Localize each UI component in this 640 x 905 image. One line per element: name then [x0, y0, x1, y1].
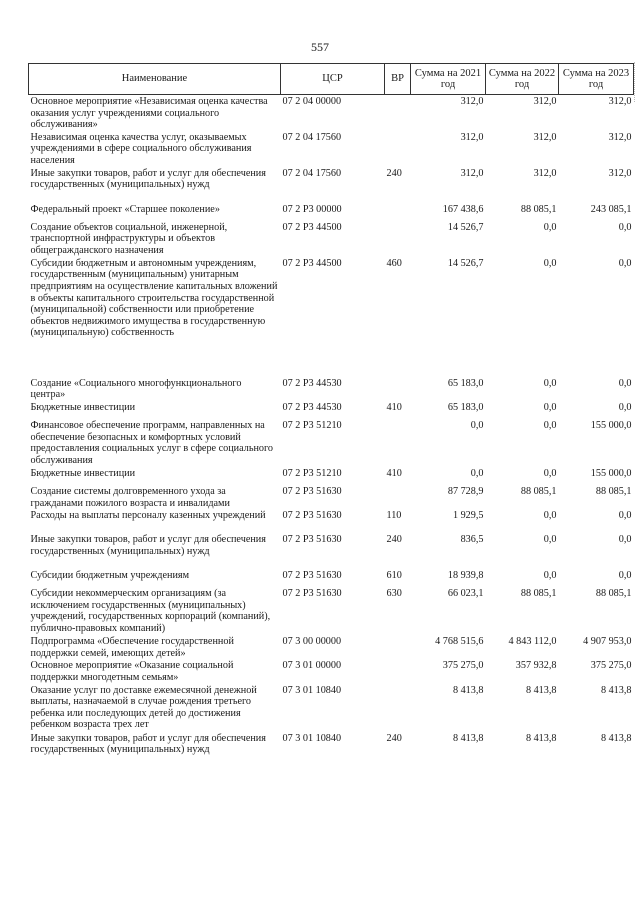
table-row [29, 257, 634, 377]
cell-csr: 07 2 P3 51630 [282, 485, 342, 497]
cell-name: Создание системы долговременного ухода за гражданами пожилого возраста и инвалидами [30, 485, 230, 509]
cell-sum-2023: 312,0 [608, 131, 632, 143]
cell-sum-2022: 88 085,1 [520, 588, 557, 600]
header-vr: ВР [385, 64, 411, 95]
cell-sum-2021: 375 275,0 [442, 660, 484, 672]
table-row [29, 635, 634, 659]
table-row [29, 659, 634, 683]
cell-sum-2021: 66 023,1 [447, 588, 484, 600]
cell-sum-2022: 0,0 [543, 570, 557, 582]
cell-sum-2022: 8 413,8 [525, 732, 557, 744]
cell-sum-2023: 4 907 953,0 [583, 636, 632, 648]
cell-csr: 07 2 P3 44500 [282, 257, 342, 269]
header-csr: ЦСР [281, 64, 385, 95]
cell-sum-2023: 88 085,1 [595, 588, 632, 600]
cell-sum-2021: 312,0 [460, 167, 484, 179]
cell-name: Федеральный проект «Старшее поколение» [30, 203, 220, 215]
cell-name: Финансовое обеспечение программ, направленных на обеспечение безопасных и комфортных условий предоставления социальных услуг в сфере социального обслуживания [30, 419, 274, 466]
table-row [29, 587, 634, 635]
cell-vr: 240 [386, 167, 402, 179]
table-row [29, 95, 634, 131]
cell-sum-2022: 0,0 [543, 221, 557, 233]
cell-sum-2022: 0,0 [543, 401, 557, 413]
cell-vr [385, 131, 411, 167]
cell-vr [385, 221, 411, 257]
table-header [29, 64, 634, 95]
scan-edge-mark [634, 62, 638, 102]
cell-vr: 410 [386, 467, 402, 479]
cell-sum-2022: 88 085,1 [520, 485, 557, 497]
cell-vr: 610 [386, 570, 402, 582]
table-row [29, 377, 634, 401]
cell-vr [385, 419, 411, 467]
cell-csr: 07 3 00 00000 [282, 636, 342, 648]
cell-name: Расходы на выплаты персоналу казенных учреждений [30, 510, 266, 522]
cell-name: Иные закупки товаров, работ и услуг для обеспечения государственных (муниципальных) нужд [30, 534, 266, 557]
header-name: Наименование [29, 64, 281, 95]
table-row [29, 467, 634, 485]
cell-name: Основное мероприятие «Оказание социальной поддержки многодетным семьям» [30, 660, 234, 683]
table-body [29, 95, 634, 768]
table-row [29, 485, 634, 509]
cell-csr: 07 3 01 00000 [282, 660, 342, 672]
cell-csr: 07 2 04 17560 [282, 131, 342, 143]
cell-sum-2023: 8 413,8 [600, 732, 632, 744]
cell-vr [385, 485, 411, 509]
cell-sum-2022: 0,0 [543, 419, 557, 431]
header-sum-2021: Сумма на 2021 год [411, 64, 486, 95]
cell-vr: 460 [386, 257, 402, 269]
table-row [29, 732, 634, 768]
cell-sum-2021: 65 183,0 [447, 377, 484, 389]
table-row [29, 221, 634, 257]
cell-vr [385, 377, 411, 401]
table-row [29, 533, 634, 569]
cell-sum-2021: 4 768 515,6 [435, 636, 484, 648]
cell-vr [385, 635, 411, 659]
cell-name: Бюджетные инвестиции [30, 401, 136, 413]
cell-sum-2023: 8 413,8 [600, 684, 632, 696]
cell-csr: 07 2 P3 44530 [282, 377, 342, 389]
cell-csr: 07 2 P3 51630 [282, 570, 342, 582]
cell-sum-2023: 312,0 [608, 167, 632, 179]
cell-sum-2023: 0,0 [618, 377, 632, 389]
cell-sum-2022: 0,0 [543, 257, 557, 269]
cell-sum-2021: 8 413,8 [452, 732, 484, 744]
cell-name: Субсидии бюджетным и автономным учреждениям, государственным (муниципальным) унитарным предприятиям на осуществление капитальных вложений в объекты капитального строительства государственной (муниципальной) собственности или приобретение объектов недвижимого имущества в государственную (муниципальную) собственность [30, 257, 278, 339]
cell-sum-2021: 0,0 [470, 419, 484, 431]
cell-sum-2022: 312,0 [533, 96, 557, 107]
table-row [29, 684, 634, 732]
cell-sum-2023: 0,0 [618, 534, 632, 546]
cell-sum-2022: 4 843 112,0 [508, 636, 557, 648]
cell-csr: 07 2 P3 51630 [282, 588, 342, 600]
cell-sum-2022: 0,0 [543, 534, 557, 546]
cell-sum-2022: 0,0 [543, 377, 557, 389]
cell-sum-2023: 0,0 [618, 510, 632, 522]
cell-sum-2021: 8 413,8 [452, 684, 484, 696]
cell-sum-2023: 0,0 [618, 257, 632, 269]
cell-sum-2023: 243 085,1 [590, 203, 632, 215]
table-row [29, 419, 634, 467]
cell-sum-2021: 65 183,0 [447, 401, 484, 413]
cell-sum-2023: 0,0 [618, 570, 632, 582]
cell-sum-2021: 836,5 [460, 534, 484, 546]
cell-sum-2021: 0,0 [470, 467, 484, 479]
cell-vr: 410 [386, 401, 402, 413]
cell-name: Иные закупки товаров, работ и услуг для обеспечения государственных (муниципальных) нужд [30, 167, 266, 191]
table-row [29, 569, 634, 587]
header-sum-2023: Сумма на 2023 год [559, 64, 634, 95]
cell-sum-2021: 14 526,7 [447, 257, 484, 269]
cell-sum-2021: 312,0 [460, 131, 484, 143]
cell-vr [385, 203, 411, 221]
cell-sum-2023: 375 275,0 [590, 660, 632, 672]
cell-sum-2022: 88 085,1 [520, 203, 557, 215]
cell-csr: 07 2 04 17560 [282, 167, 342, 179]
cell-sum-2022: 312,0 [533, 167, 557, 179]
cell-csr: 07 2 P3 51630 [282, 534, 342, 546]
cell-name: Субсидии бюджетным учреждениям [30, 570, 190, 582]
cell-sum-2023: 155 000,0 [590, 419, 632, 431]
cell-vr [385, 95, 411, 131]
cell-csr: 07 3 01 10840 [282, 732, 342, 744]
cell-sum-2022: 0,0 [543, 510, 557, 522]
cell-vr: 630 [386, 588, 402, 600]
cell-name: Подпрограмма «Обеспечение государственной поддержки семей, имеющих детей» [30, 636, 234, 659]
cell-sum-2021: 87 728,9 [447, 485, 484, 497]
budget-table [28, 63, 634, 768]
cell-csr: 07 2 P3 44500 [282, 221, 342, 233]
cell-name: Создание «Социального многофункционального центра» [30, 377, 242, 401]
cell-sum-2023: 312,0 [608, 96, 632, 107]
cell-vr: 240 [386, 534, 402, 546]
cell-name: Основное мероприятие «Независимая оценка качества оказания услуг учреждениями социального обслуживания» [30, 96, 268, 131]
cell-sum-2023: 88 085,1 [595, 485, 632, 497]
cell-csr: 07 2 P3 44530 [282, 401, 342, 413]
cell-sum-2023: 0,0 [618, 221, 632, 233]
cell-name: Оказание услуг по доставке ежемесячной денежной выплаты, назначаемой в случае рождения третьего ребенка или последующих детей до достижения ребенком возраста трех лет [30, 684, 257, 731]
cell-name: Независимая оценка качества услуг, оказываемых учреждениями в сфере социального обслуживания населения [30, 131, 252, 166]
cell-csr: 07 3 01 10840 [282, 684, 342, 696]
cell-sum-2021: 312,0 [460, 96, 484, 107]
cell-csr: 07 2 P3 00000 [282, 203, 342, 215]
cell-sum-2021: 167 438,6 [442, 203, 484, 215]
cell-sum-2023: 155 000,0 [590, 467, 632, 479]
table-row [29, 131, 634, 167]
cell-csr: 07 2 P3 51210 [282, 419, 342, 431]
cell-csr: 07 2 P3 51630 [282, 510, 342, 522]
cell-sum-2021: 18 939,8 [447, 570, 484, 582]
table-row [29, 509, 634, 533]
table-row [29, 203, 634, 221]
table-row [29, 167, 634, 203]
cell-sum-2021: 14 526,7 [447, 221, 484, 233]
cell-sum-2021: 1 929,5 [452, 510, 484, 522]
cell-vr: 240 [386, 732, 402, 744]
cell-vr [385, 659, 411, 683]
cell-vr [385, 684, 411, 732]
cell-csr: 07 2 P3 51210 [282, 467, 342, 479]
cell-sum-2023: 0,0 [618, 401, 632, 413]
cell-sum-2022: 8 413,8 [525, 684, 557, 696]
cell-sum-2022: 0,0 [543, 467, 557, 479]
table-row [29, 401, 634, 419]
page-number: 557 [311, 40, 329, 54]
cell-name: Субсидии некоммерческим организациям (за исключением государственных (муниципальных) учреждений, государственных корпораций (компаний), публично-правовых компаний) [30, 588, 271, 634]
cell-sum-2022: 312,0 [533, 131, 557, 143]
cell-sum-2022: 357 932,8 [515, 660, 557, 672]
header-sum-2022: Сумма на 2022 год [486, 64, 559, 95]
cell-name: Бюджетные инвестиции [30, 467, 136, 479]
cell-name: Создание объектов социальной, инженерной, транспортной инфраструктуры и объектов общегражданского назначения [30, 221, 228, 256]
cell-name: Иные закупки товаров, работ и услуг для обеспечения государственных (муниципальных) нужд [30, 732, 266, 756]
cell-csr: 07 2 04 00000 [282, 96, 342, 107]
cell-vr: 110 [386, 510, 402, 522]
